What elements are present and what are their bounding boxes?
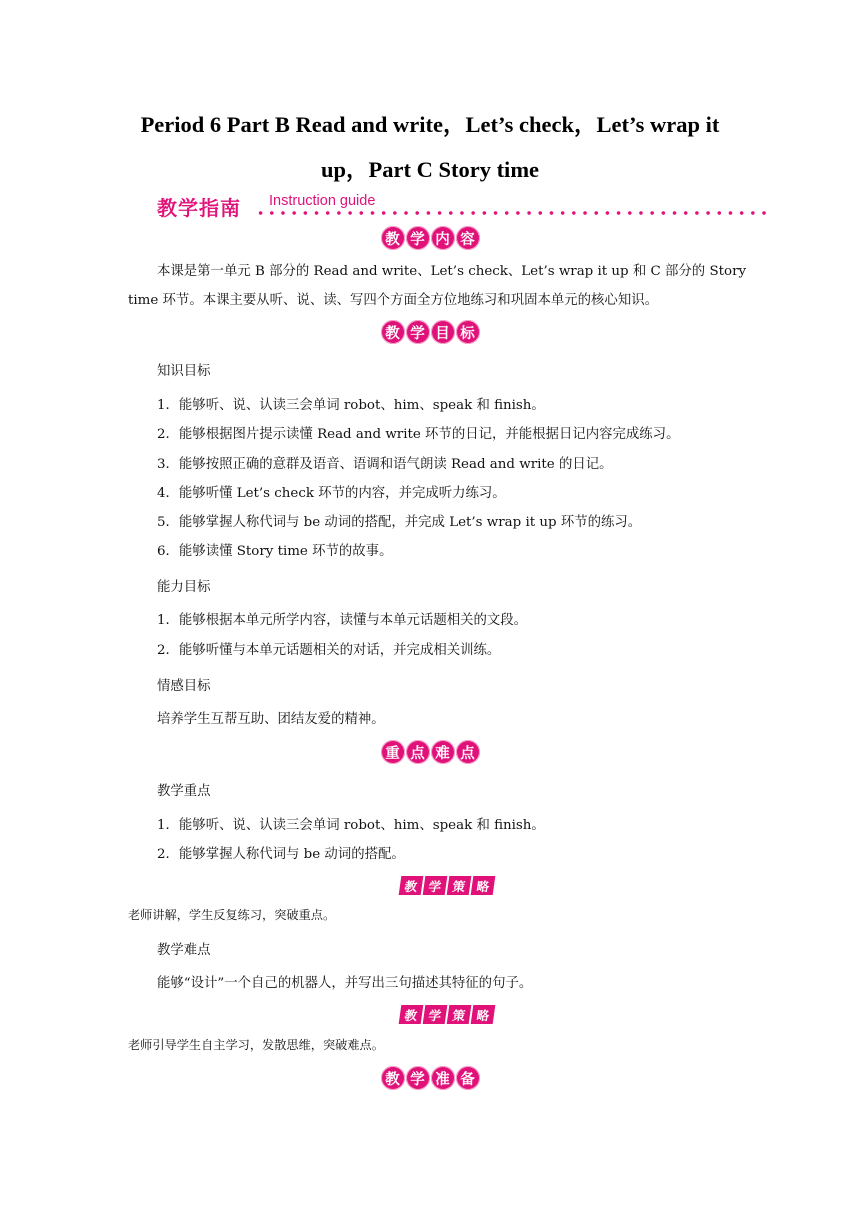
goals-badge [0, 320, 860, 344]
badge-char: 标 [456, 320, 480, 344]
badge-char: 教 [381, 1066, 405, 1090]
badge-char: 策 [447, 1005, 472, 1024]
badge-char: 容 [456, 226, 480, 250]
badge-char: 点 [456, 740, 480, 764]
difficulty-heading: 教学难点 [157, 943, 211, 958]
strategy-badge-2 [400, 1005, 494, 1024]
key-points-heading: 教学重点 [157, 784, 211, 799]
badge-char: 策 [447, 876, 472, 895]
badge-char: 教 [399, 876, 424, 895]
strategy-badge-1 [400, 876, 494, 895]
ability-goals-heading: 能力目标 [157, 580, 211, 595]
list-item: 1．能够听、说、认读三会单词 robot、him、speak 和 finish。 [157, 818, 545, 833]
preparation-badge [0, 1066, 860, 1090]
list-item: 1．能够根据本单元所学内容，读懂与本单元话题相关的文段。 [157, 613, 528, 628]
emotion-goals-heading: 情感目标 [157, 679, 211, 694]
list-item: 2．能够听懂与本单元话题相关的对话，并完成相关训练。 [157, 643, 501, 658]
content-paragraph-line-2: time 环节。本课主要从听、说、读、写四个方面全方位地练习和巩固本单元的核心知识。 [128, 293, 658, 308]
page-title-line-2: up，Part C Story time [320, 157, 540, 182]
list-item: 2．能够掌握人称代词与 be 动词的搭配。 [157, 847, 405, 862]
badge-char: 学 [406, 1066, 430, 1090]
badge-char: 略 [471, 876, 496, 895]
list-item: 3．能够按照正确的意群及语音、语调和语气朗读 Read and write 的日记。 [157, 457, 613, 472]
badge-char: 准 [431, 1066, 455, 1090]
badge-char: 略 [471, 1005, 496, 1024]
page-title-line-1: Period 6 Part B Read and write，Let’s check，Let’s wrap it [140, 112, 720, 137]
badge-char: 学 [406, 226, 430, 250]
strategy-note-1: 老师讲解，学生反复练习，突破重点。 [128, 908, 336, 922]
badge-char: 备 [456, 1066, 480, 1090]
content-paragraph-line-1: 本课是第一单元 B 部分的 Read and write、Let’s check、Let’s wrap it up 和 C 部分的 Story [157, 264, 747, 279]
guide-title-cn: 教学指南 [157, 196, 241, 220]
badge-char: 目 [431, 320, 455, 344]
badge-char: 教 [381, 320, 405, 344]
badge-char: 学 [423, 876, 448, 895]
key-points-badge [0, 740, 860, 764]
list-item: 4．能够听懂 Let’s check 环节的内容，并完成听力练习。 [157, 486, 506, 501]
badge-char: 教 [381, 226, 405, 250]
list-item: 5．能够掌握人称代词与 be 动词的搭配，并完成 Let’s wrap it up 环节的练习。 [157, 515, 642, 530]
list-item: 2．能够根据图片提示读懂 Read and write 环节的日记，并能根据日记内容完成练习。 [157, 427, 680, 442]
knowledge-goals-heading: 知识目标 [157, 364, 211, 379]
guide-title-en: Instruction guide [269, 193, 376, 209]
strategy-note-2: 老师引导学生自主学习，发散思维，突破难点。 [128, 1038, 384, 1052]
badge-char: 学 [423, 1005, 448, 1024]
badge-char: 点 [406, 740, 430, 764]
instruction-guide-header [157, 190, 777, 224]
badge-char: 重 [381, 740, 405, 764]
badge-char: 学 [406, 320, 430, 344]
content-badge [0, 226, 860, 250]
list-item: 6．能够读懂 Story time 环节的故事。 [157, 544, 393, 559]
badge-char: 教 [399, 1005, 424, 1024]
badge-char: 难 [431, 740, 455, 764]
emotion-goals-text: 培养学生互帮互助、团结友爱的精神。 [157, 712, 385, 727]
badge-char: 内 [431, 226, 455, 250]
difficulty-text: 能够“设计”一个自己的机器人，并写出三句描述其特征的句子。 [157, 976, 533, 991]
list-item: 1．能够听、说、认读三会单词 robot、him、speak 和 finish。 [157, 398, 545, 413]
dotted-divider [255, 210, 767, 216]
